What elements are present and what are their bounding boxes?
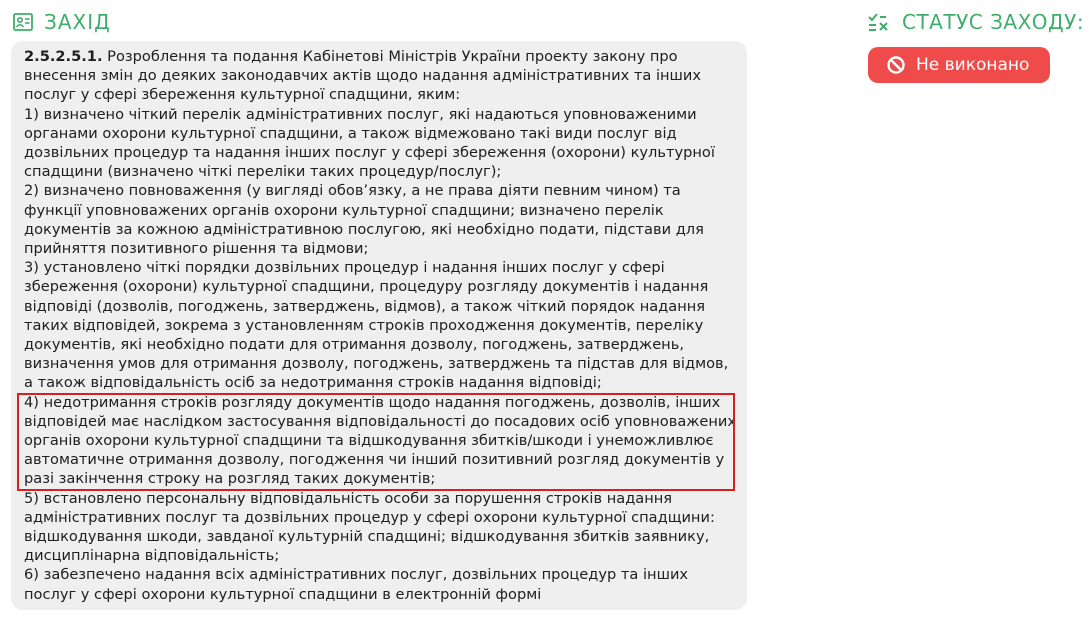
measure-item-1: 1) визначено чіткий перелік адміністративних послуг, які надаються уповноваженими органами охорони культурної спадщини, а також відмежовано такі види послуг від дозвільних процедур та надання інших послуг у сфері збереження (охорони) культурної спадщини (визначено чіткі переліки таких процедур/послуг); [24, 105, 715, 181]
measure-header [12, 10, 111, 34]
checklist-icon [868, 11, 894, 33]
measure-intro-text: Розроблення та подання Кабінетові Міністрів України проекту закону про внесення змін до деяких законодавчих актів щодо надання адміністративних та інших послуг у сфері збереження культурної спадщини, яким: [24, 48, 702, 104]
measure-item-5: 5) встановлено персональну відповідальність особи за порушення строків надання адміністративних послуг та дозвільних процедур у сфері охорони культурної спадщини: відшкодування шкоди, завданої культурній спадщині; відшкодування збитків заявнику, дисциплінарна відповідальність; [24, 489, 715, 565]
prohibited-icon [886, 55, 906, 75]
measure-number: 2.5.2.5.1. [24, 48, 103, 65]
measure-title: ЗАХІД [44, 10, 111, 34]
document-person-icon [12, 11, 34, 33]
status-badge [868, 47, 1050, 83]
measure-intro [24, 47, 739, 105]
measure-item-6: 6) забезпечено надання всіх адміністративних послуг, дозвільних процедур та інших послуг у сфері охорони культурної спадщини в електронній формі [24, 566, 689, 603]
measure-item-4: 4) недотримання строків розгляду документів щодо надання погоджень, дозволів, інших відповідей має наслідком застосування відповідальності до посадових осіб уповноважених органів охорони культурної спадщини та відшкодування збитків/шкоди і унеможливлює автоматичне отримання дозволу, погодження чи інший позитивний розгляд документів у разі закінчення строку на розгляд таких документів; [24, 393, 737, 488]
measure-item-3: 3) установлено чіткі порядки дозвільних процедур і надання інших послуг у сфері збереження (охорони) культурної спадщини, процедуру розгляду документів і надання відповіді (дозволів, погоджень, затверджень, відмов), а також чіткий порядок надання таких відповідей, зокрема з установленням строків проходження документів, переліку документів, які необхідно подати для отримання дозволу, погоджень, затверджень, визначення умов для отримання дозволу, погоджень, затверджень та підстав для відмов, а також відповідальність осіб за недотримання строків надання відповіді; [24, 259, 729, 392]
status-header [868, 10, 1084, 34]
status-title: СТАТУС ЗАХОДУ: [902, 10, 1085, 34]
status-label: Не виконано [916, 55, 1030, 75]
measure-card [11, 41, 747, 610]
measure-item-2: 2) визначено повноваження (у вигляді обов’язку, а не права діяти певним чином) та функції уповноважених органів охорони культурної спадщини; визначено перелік документів за кожною адміністративною послугою, які необхідно подати, підстави для прийняття позитивного рішення та відмови; [24, 182, 704, 258]
